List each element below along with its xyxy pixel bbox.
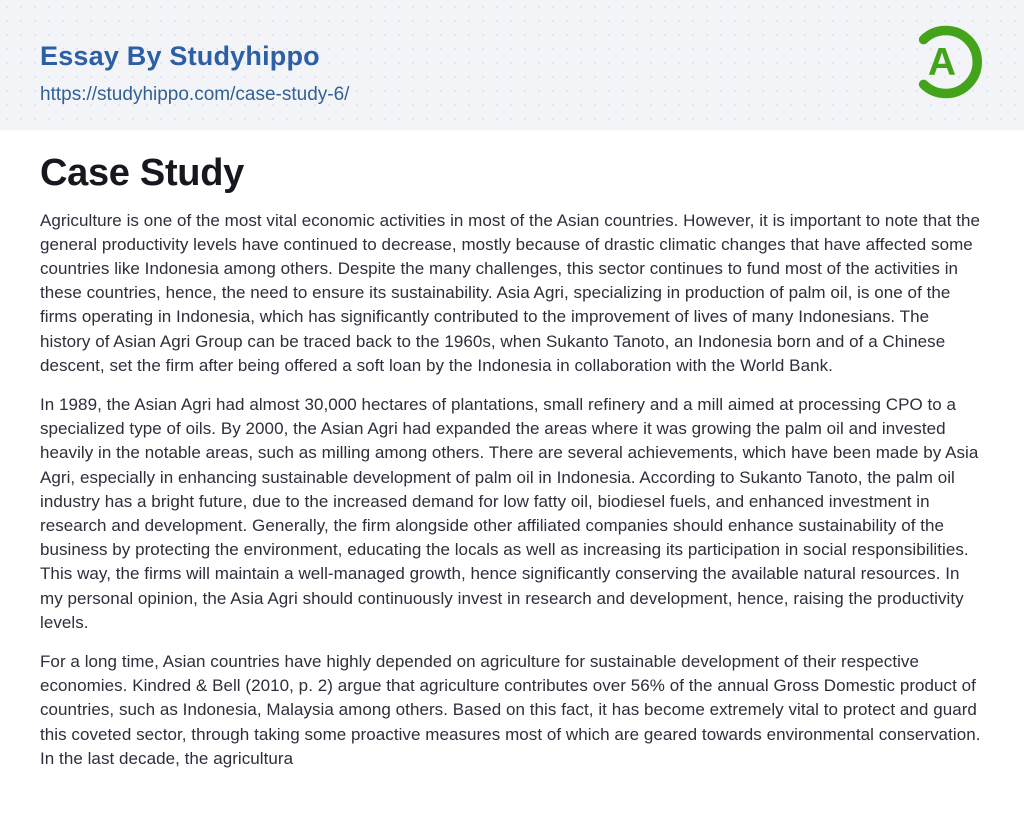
- logo-svg: [905, 21, 987, 103]
- studyhippo-logo-icon: [905, 21, 987, 103]
- source-url-link[interactable]: https://studyhippo.com/case-study-6/: [40, 83, 350, 105]
- article-title: Case Study: [40, 152, 244, 194]
- site-title: Essay By Studyhippo: [40, 41, 320, 71]
- article-paragraph-1: Agriculture is one of the most vital economic activities in most of the Asian countries. However, it is important to note that the general productivity levels have continued to decrease, mostly because of drastic climatic changes that have affected some countries like Indonesia among others. Despite the many challenges, this sector continues to fund most of the activities in these countries, hence, the need to ensure its sustainability. Asia Agri, specializing in production of palm oil, is one of the firms operating in Indonesia, which has significantly contributed to the improvement of lives of many Indonesians. The history of Asian Agri Group can be traced back to the 1960s, when Sukanto Tanoto, an Indonesia born and of a Chinese descent, set the firm after being offered a soft loan by the Indonesia in collaboration with the World Bank.: [40, 210, 981, 375]
- article-paragraph-3: For a long time, Asian countries have highly depended on agriculture for sustainable development of their respective economies. Kindred & Bell (2010, p. 2) argue that agriculture contributes over 56% of the annual Gross Domestic product of countries, such as Indonesia, Malaysia among others. Based on this fact, it has become extremely vital to protect and guard this coveted sector, through taking some proactive measures most of which are geared towards environmental conservation. In the last decade, the agricultura: [40, 652, 981, 768]
- site-header: [0, 0, 1024, 130]
- article: [0, 130, 1024, 771]
- article-paragraph-2: In 1989, the Asian Agri had almost 30,000 hectares of plantations, small refinery and a mill aimed at processing CPO to a specialized type of oils. By 2000, the Asian Agri had expanded the areas where it was growing the palm oil and invested heavily in the notable areas, such as milling among others. There are several achievements, which have been made by Asia Agri, especially in enhancing sustainable development of palm oil in Indonesia. According to Sukanto Tanoto, the palm oil industry has a bright future, due to the increased demand for low fatty oil, biodiesel fuels, and enhanced investment in research and development. Generally, the firm alongside other affiliated companies should enhance sustainability of the business by protecting the environment, educating the locals as well as increasing its participation in social responsibilities. This way, the firms will maintain a well-managed growth, hence significantly conserving the available natural resources. In my personal opinion, the Asia Agri should continuously invest in research and development, hence, raising the productivity levels.: [40, 395, 979, 632]
- logo-letter: A: [927, 41, 957, 84]
